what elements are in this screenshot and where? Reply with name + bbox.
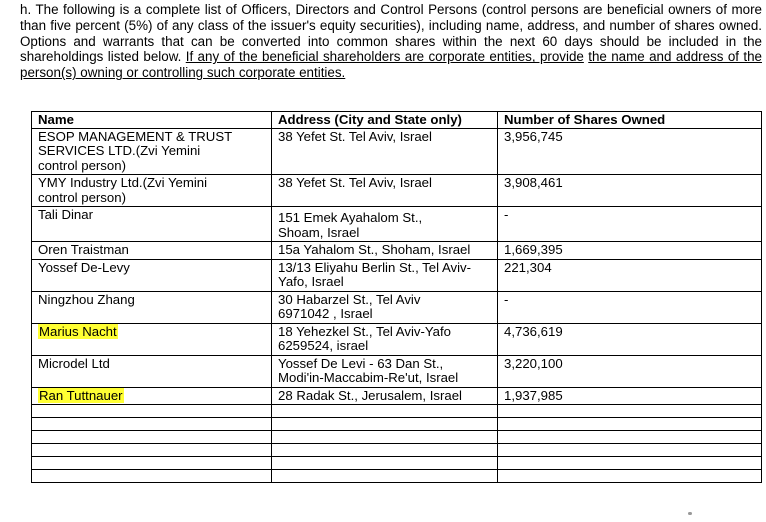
table-row (32, 128, 762, 175)
table-row (32, 175, 762, 207)
table-row (32, 207, 762, 242)
cell-address (272, 291, 498, 323)
empty-cell (498, 405, 762, 418)
address-line: 13/13 Eliyahu Berlin St., Tel Aviv- (278, 259, 472, 275)
cell-name (32, 323, 272, 355)
address-line: Modi'in-Maccabim-Re'ut, Israel (278, 370, 459, 385)
shareholder-name: Tali Dinar (38, 207, 93, 222)
empty-cell (272, 405, 498, 418)
shareholder-name: control person) (38, 189, 126, 205)
empty-cell (32, 418, 272, 431)
cell-name (32, 175, 272, 207)
empty-cell (498, 418, 762, 431)
intro-underlined-1: If any of the beneficial shareholders are corporate entities, provide (185, 49, 584, 65)
empty-cell (32, 470, 272, 483)
address-line: 6971042 , Israel (278, 306, 373, 321)
intro-line-2: of more than five percent (5%) of any class of the issuer's equity securities), including name, address, and number (20, 2, 762, 33)
cell-name (32, 355, 272, 387)
table-row (32, 242, 762, 260)
cell-shares: 221,304 (498, 259, 762, 291)
shareholder-name: Marius Nacht (39, 323, 117, 339)
cell-address (272, 207, 498, 242)
cell-shares: 1,669,395 (498, 242, 762, 260)
table-row (32, 355, 762, 387)
empty-cell (498, 444, 762, 457)
empty-table-row (32, 444, 762, 457)
cell-shares: 4,736,619 (498, 323, 762, 355)
shareholders-table (31, 111, 762, 483)
shareholder-name: control person) (38, 157, 126, 173)
address-line: 38 Yefet St. Tel Aviv, Israel (278, 128, 432, 144)
address-line: 38 Yefet St. Tel Aviv, Israel (278, 175, 432, 190)
header-name: Name (32, 112, 272, 129)
cell-address (272, 387, 498, 405)
cell-address (272, 175, 498, 207)
cell-name (32, 387, 272, 405)
empty-cell (498, 470, 762, 483)
header-shares: Number of Shares Owned (498, 112, 762, 129)
empty-table-row (32, 431, 762, 444)
cell-name (32, 291, 272, 323)
empty-cell (32, 457, 272, 470)
cell-name (32, 207, 272, 242)
cell-shares: 3,956,745 (498, 128, 762, 175)
address-line: Yafo, Israel (278, 274, 344, 289)
empty-cell (498, 431, 762, 444)
table-row (32, 291, 762, 323)
intro-paragraph (20, 2, 762, 81)
cell-name (32, 242, 272, 260)
cell-address (272, 355, 498, 387)
empty-cell (498, 457, 762, 470)
address-line: 151 Emek Ayahalom St., (278, 210, 423, 225)
empty-table-row (32, 457, 762, 470)
table-row (32, 259, 762, 291)
shareholder-name: ESOP MANAGEMENT & TRUST (38, 128, 233, 144)
intro-line-1: h. The following is a complete list of Officers, Directors and Control Persons (control persons are beneficial owners (20, 2, 712, 17)
shareholder-name: Ran Tuttnauer (39, 387, 123, 403)
empty-cell (32, 444, 272, 457)
scan-speck (688, 512, 692, 515)
cell-address (272, 128, 498, 175)
empty-table-row (32, 405, 762, 418)
address-line: 15a Yahalom St., Shoham, Israel (278, 242, 471, 257)
address-line: Shoam, Israel (278, 224, 360, 240)
intro-line-4: be included in the shareholdings listed below. (20, 33, 762, 65)
cell-shares: 3,908,461 (498, 175, 762, 207)
address-line: 28 Radak St., Jerusalem, Israel (278, 387, 462, 403)
empty-table-row (32, 470, 762, 483)
empty-cell (32, 405, 272, 418)
cell-address (272, 242, 498, 260)
empty-cell (272, 418, 498, 431)
cell-shares: - (498, 207, 762, 242)
cell-name (32, 128, 272, 175)
cell-address (272, 323, 498, 355)
shareholder-name: Oren Traistman (38, 242, 129, 257)
address-line: 6259524, israel (278, 338, 369, 353)
address-line: 30 Habarzel St., Tel Aviv (278, 291, 421, 307)
table-header-row (32, 112, 762, 129)
shareholder-name: SERVICES LTD.(Zvi Yemini (38, 143, 201, 158)
table-row (32, 387, 762, 405)
address-line: Yossef De Levi - 63 Dan St., (278, 355, 444, 371)
intro-line-3: of shares owned. Options and warrants that can be converted into common shares within the next 60 days should (20, 17, 763, 49)
empty-cell (272, 470, 498, 483)
empty-cell (272, 431, 498, 444)
shareholder-name: YMY Industry Ltd.(Zvi Yemini (38, 175, 208, 190)
empty-table-row (32, 418, 762, 431)
table-row (32, 323, 762, 355)
cell-shares: 1,937,985 (498, 387, 762, 405)
cell-name (32, 259, 272, 291)
shareholder-name: Microdel Ltd (38, 355, 110, 371)
cell-shares: - (498, 291, 762, 323)
table-body (32, 128, 762, 483)
cell-address (272, 259, 498, 291)
empty-cell (272, 444, 498, 457)
cell-shares: 3,220,100 (498, 355, 762, 387)
empty-cell (32, 431, 272, 444)
shareholder-name: Ningzhou Zhang (38, 291, 135, 307)
header-address: Address (City and State only) (272, 112, 498, 129)
shareholder-name: Yossef De-Levy (38, 259, 130, 275)
address-line: 18 Yehezkel St., Tel Aviv-Yafo (278, 323, 452, 339)
intro-underlined-2: the name and address of the person(s) owning or controlling such corporate entities. (20, 49, 762, 81)
empty-cell (272, 457, 498, 470)
